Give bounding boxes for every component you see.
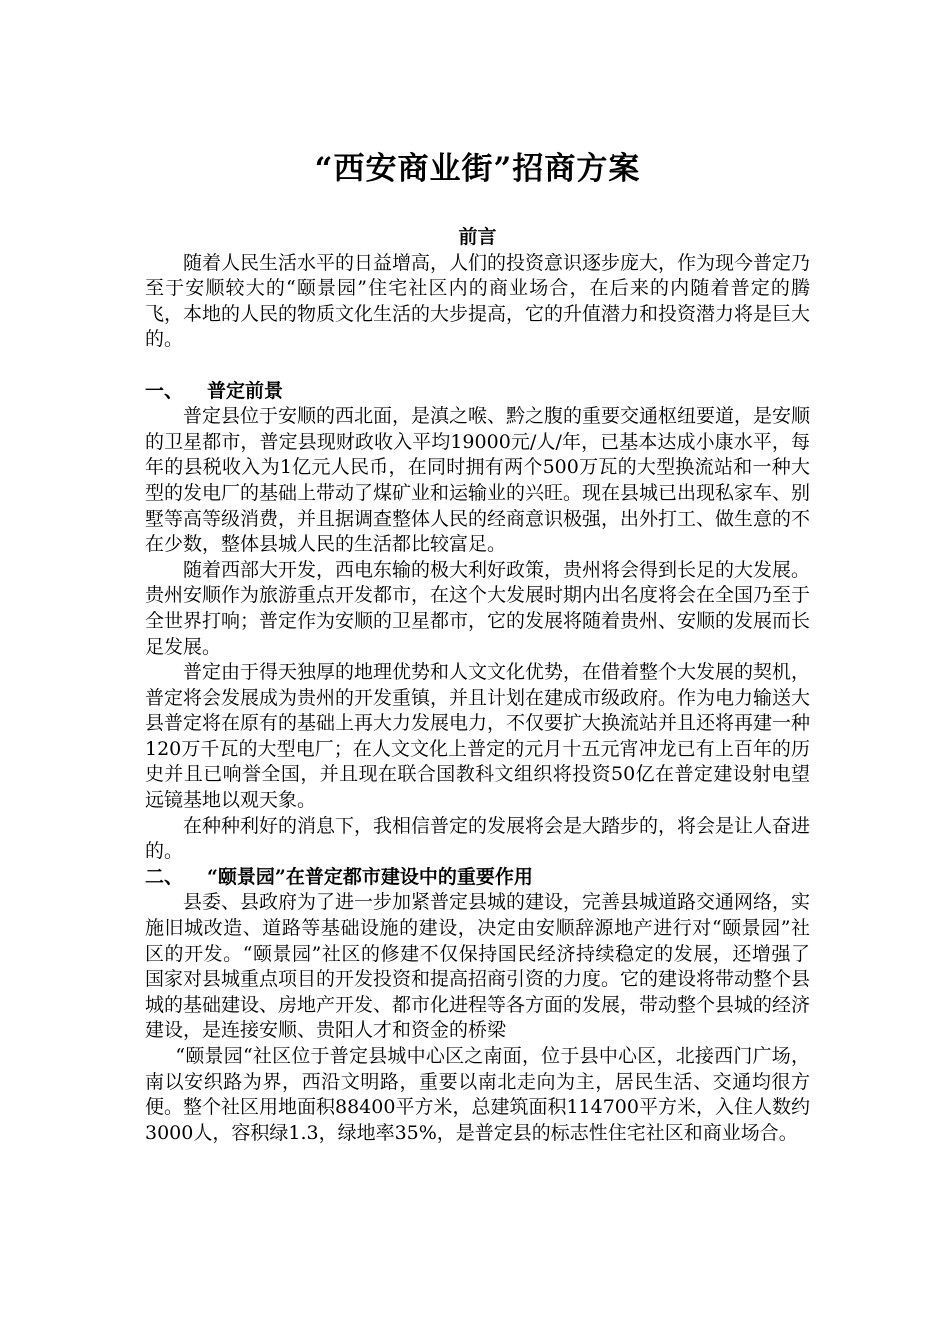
- section-1-paragraph-3: 普定由于得天独厚的地理优势和人文文化优势，在借着整个大发展的契机，普定将会发展成为贵州的开发重镇，并且计划在建成市级政府。作为电力输送大县普定将在原有的基础上再大力发展电力，不仅要扩大换流站并且还将再建一种120万千瓦的大型电厂；在人文文化上普定的元月十五元宵冲龙已有上百年的历史并且已响誉全国，并且现在联合国教科文组织将投资50亿在普定建设射电望远镜基地以观天象。: [145, 661, 811, 812]
- section-2-heading: [145, 865, 810, 891]
- preface-heading: 前言: [458, 226, 497, 248]
- section-1-number: 一、: [145, 379, 184, 402]
- document-title: “西安商业街”招商方案: [314, 150, 641, 187]
- section-1-paragraph-4: 在种种利好的消息下，我相信普定的发展将会是大踏步的，将会是让人奋进的。: [145, 814, 811, 863]
- section-2-paragraph-2: “颐景园“社区位于普定县城中心区之南面，位于县中心区，北接西门广场，南以安织路为界，西沿文明路，重要以南北走向为主，居民生活、交通均很方便。整个社区用地面积88400平方米，总建筑面积114700平方米，入住人数约3000人，容积绿1.3，绿地率35%，是普定县的标志性住宅社区和商业场合。: [145, 1045, 810, 1144]
- section-1-paragraph-1: 普定县位于安顺的西北面，是滇之喉、黔之腹的重要交通枢纽要道，是安顺的卫星都市，普定县现财政收入平均19000元/人/年，已基本达成小康水平，每年的县税收入为1亿元人民币，在同时拥有两个500万瓦的大型换流站和一种大型的发电厂的基础上带动了煤矿业和运输业的兴旺。现在县城已出现私家车、别墅等高等级消费，并且据调查整体人民的经商意识极强，出外打工、做生意的不在少数，整体县城人民的生活都比较富足。: [145, 405, 811, 556]
- section-1-heading: [145, 379, 810, 405]
- section-2-number: 二、: [145, 865, 184, 888]
- preface-paragraph: 随着人民生活水平的日益增高，人们的投资意识逐步庞大，作为现今普定乃至于安顺较大的“颐景园”住宅社区内的商业场合，在后来的内随着普定的腾飞，本地的人民的物质文化生活的大步提高，它的升值潜力和投资潜力将是巨大的。: [145, 251, 811, 351]
- section-2-paragraph-1: 县委、县政府为了进一步加紧普定县城的建设，完善县城道路交通网络，实施旧城改造、道路等基础设施的建设，决定由安顺辞源地产进行对“颐景园”社区的开发。“颐景园”社区的修建不仅保持国民经济持续稳定的发展，还增强了国家对县城重点项目的开发投资和提高招商引资的力度。它的建设将带动整个县城的基础建设、房地产开发、都市化进程等各方面的发展，带动整个县城的经济建设，是连接安顺、贵阳人才和资金的桥梁: [145, 891, 811, 1042]
- section-1-title: 普定前景: [207, 379, 284, 402]
- section-spacer: [145, 353, 810, 379]
- document-body: [145, 225, 810, 1146]
- section-2-title: “颐景园”在普定都市建设中的重要作用: [207, 865, 533, 888]
- section-1-paragraph-2: 随着西部大开发，西电东输的极大利好政策，贵州将会得到长足的大发展。贵州安顺作为旅游重点开发都市，在这个大发展时期内出名度将会在全国乃至于全世界打响；普定作为安顺的卫星都市，它的发展将随着贵州、安顺的发展而长足发展。: [145, 558, 811, 658]
